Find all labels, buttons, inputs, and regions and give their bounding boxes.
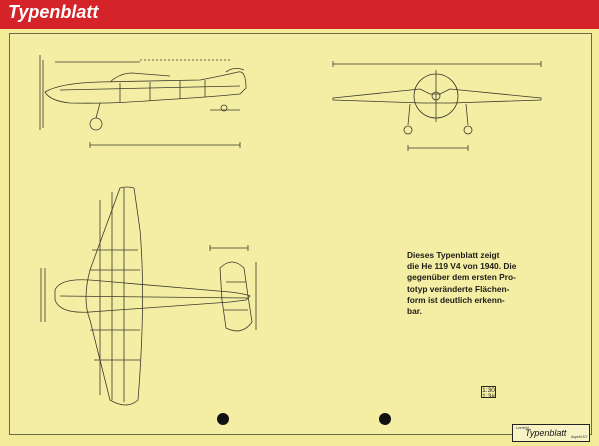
caption-line: gegenüber dem ersten Pro-: [407, 272, 516, 283]
footer-tick-text: Leerfeld: [516, 426, 529, 430]
footer-ref: Aspekt 5/7: [571, 435, 588, 439]
caption-line: form ist deutlich erkenn-: [407, 294, 505, 305]
side-view: [40, 55, 246, 148]
punch-hole-right: [379, 413, 391, 425]
caption-line: Dieses Typenblatt zeigt: [407, 250, 500, 260]
header-title: Typenblatt: [8, 2, 99, 22]
caption-text: [407, 250, 557, 317]
top-view: [41, 187, 256, 405]
footer-title: Typenblatt: [525, 428, 567, 438]
caption-line: bar.: [407, 306, 422, 317]
scale-badge: [481, 386, 496, 398]
punch-hole-left: [217, 413, 229, 425]
scale-line: 1:3#: [482, 393, 495, 400]
scale-line: 1:30: [482, 387, 495, 394]
caption-line: die He 119 V4 von 1940. Die: [407, 261, 517, 272]
footer-label-box: [512, 424, 590, 442]
front-view: [333, 61, 541, 151]
caption-line: totyp veränderte Flächen-: [407, 283, 510, 294]
